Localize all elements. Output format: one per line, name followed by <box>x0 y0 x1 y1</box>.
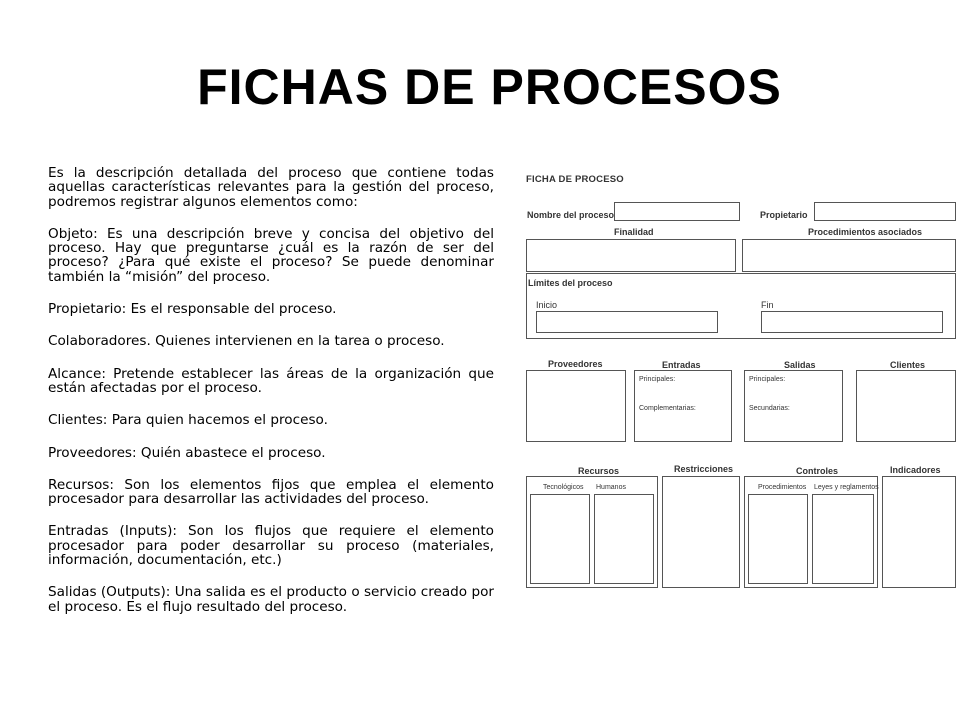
paragraph-intro: Es la descripción detallada del proceso que contiene todas aquellas características relevantes para la gestión del proceso, podremos registrar algunos elementos como: <box>48 165 494 210</box>
entradas-complementarias-label: Complementarias: <box>639 405 696 412</box>
indicadores-field[interactable] <box>882 476 956 588</box>
propietario-field[interactable] <box>814 202 956 221</box>
proveedores-field[interactable] <box>526 370 626 442</box>
entradas-principales-label: Principales: <box>639 376 676 383</box>
leyes-field[interactable] <box>812 494 874 584</box>
paragraph-propietario: Propietario: Es el responsable del proceso. <box>48 301 337 318</box>
salidas-principales-label: Principales: <box>749 376 786 383</box>
propietario-label: Propietario <box>760 210 808 220</box>
controles-label: Controles <box>796 466 839 476</box>
finalidad-field[interactable] <box>526 239 736 272</box>
procedimientos-asociados-field[interactable] <box>742 239 956 272</box>
ficha-de-proceso-form <box>522 166 962 656</box>
body-text <box>48 166 494 632</box>
paragraph-salidas: Salidas (Outputs): Una salida es el producto o servicio creado por el proceso. Es el flujo resultado del proceso. <box>48 584 494 615</box>
humanos-field[interactable] <box>594 494 654 584</box>
inicio-label: Inicio <box>536 300 558 310</box>
paragraph-entradas: Entradas (Inputs): Son los flujos que requiere el elemento procesador para poder desarrollar su proceso (materiales, información, documentación, etc.) <box>48 523 494 569</box>
form-heading: FICHA DE PROCESO <box>526 174 624 185</box>
inicio-field[interactable] <box>536 311 718 333</box>
procedimientos-label: Procedimientos <box>758 484 807 491</box>
fin-label: Fin <box>761 300 774 310</box>
paragraph-recursos: Recursos: Son los elementos fijos que emplea el elemento procesador para desarrollar las actividades del proceso. <box>48 476 494 508</box>
restricciones-label: Restricciones <box>674 464 734 474</box>
entradas-label: Entradas <box>662 360 701 370</box>
slide-title: FICHAS DE PROCESOS <box>197 59 782 115</box>
paragraph-objeto: Objeto: Es una descripción breve y concisa del objetivo del proceso. Hay que preguntarse ¿cuál es la razón de ser del proceso? ¿Para qué existe el proceso? Se puede denominar también la “misión” del proceso. <box>48 225 494 285</box>
limites-label: Límites del proceso <box>528 278 613 288</box>
procedimientos-field[interactable] <box>748 494 808 584</box>
paragraph-alcance: Alcance: Pretende establecer las áreas de la organización que están afectadas por el proceso. <box>48 365 494 396</box>
nombre-label: Nombre del proceso <box>527 210 615 220</box>
nombre-field[interactable] <box>614 202 740 221</box>
clientes-field[interactable] <box>856 370 956 442</box>
paragraph-clientes: Clientes: Para quien hacemos el proceso. <box>48 412 328 429</box>
salidas-label: Salidas <box>784 360 816 370</box>
tecnologicos-field[interactable] <box>530 494 590 584</box>
humanos-label: Humanos <box>596 484 626 491</box>
proveedores-label: Proveedores <box>548 359 603 369</box>
fin-field[interactable] <box>761 311 943 333</box>
leyes-label: Leyes y reglamentos <box>814 484 879 491</box>
recursos-label: Recursos <box>578 466 620 476</box>
indicadores-label: Indicadores <box>890 465 941 475</box>
restricciones-field[interactable] <box>662 476 740 588</box>
tecnologicos-label: Tecnológicos <box>543 484 584 491</box>
paragraph-colaboradores: Colaboradores. Quienes intervienen en la tarea o proceso. <box>48 333 445 350</box>
paragraph-proveedores: Proveedores: Quién abastece el proceso. <box>48 444 326 461</box>
procedimientos-asociados-label: Procedimientos asociados <box>808 227 923 237</box>
salidas-secundarias-label: Secundarias: <box>749 405 790 412</box>
finalidad-label: Finalidad <box>614 227 654 237</box>
clientes-label: Clientes <box>890 360 926 370</box>
